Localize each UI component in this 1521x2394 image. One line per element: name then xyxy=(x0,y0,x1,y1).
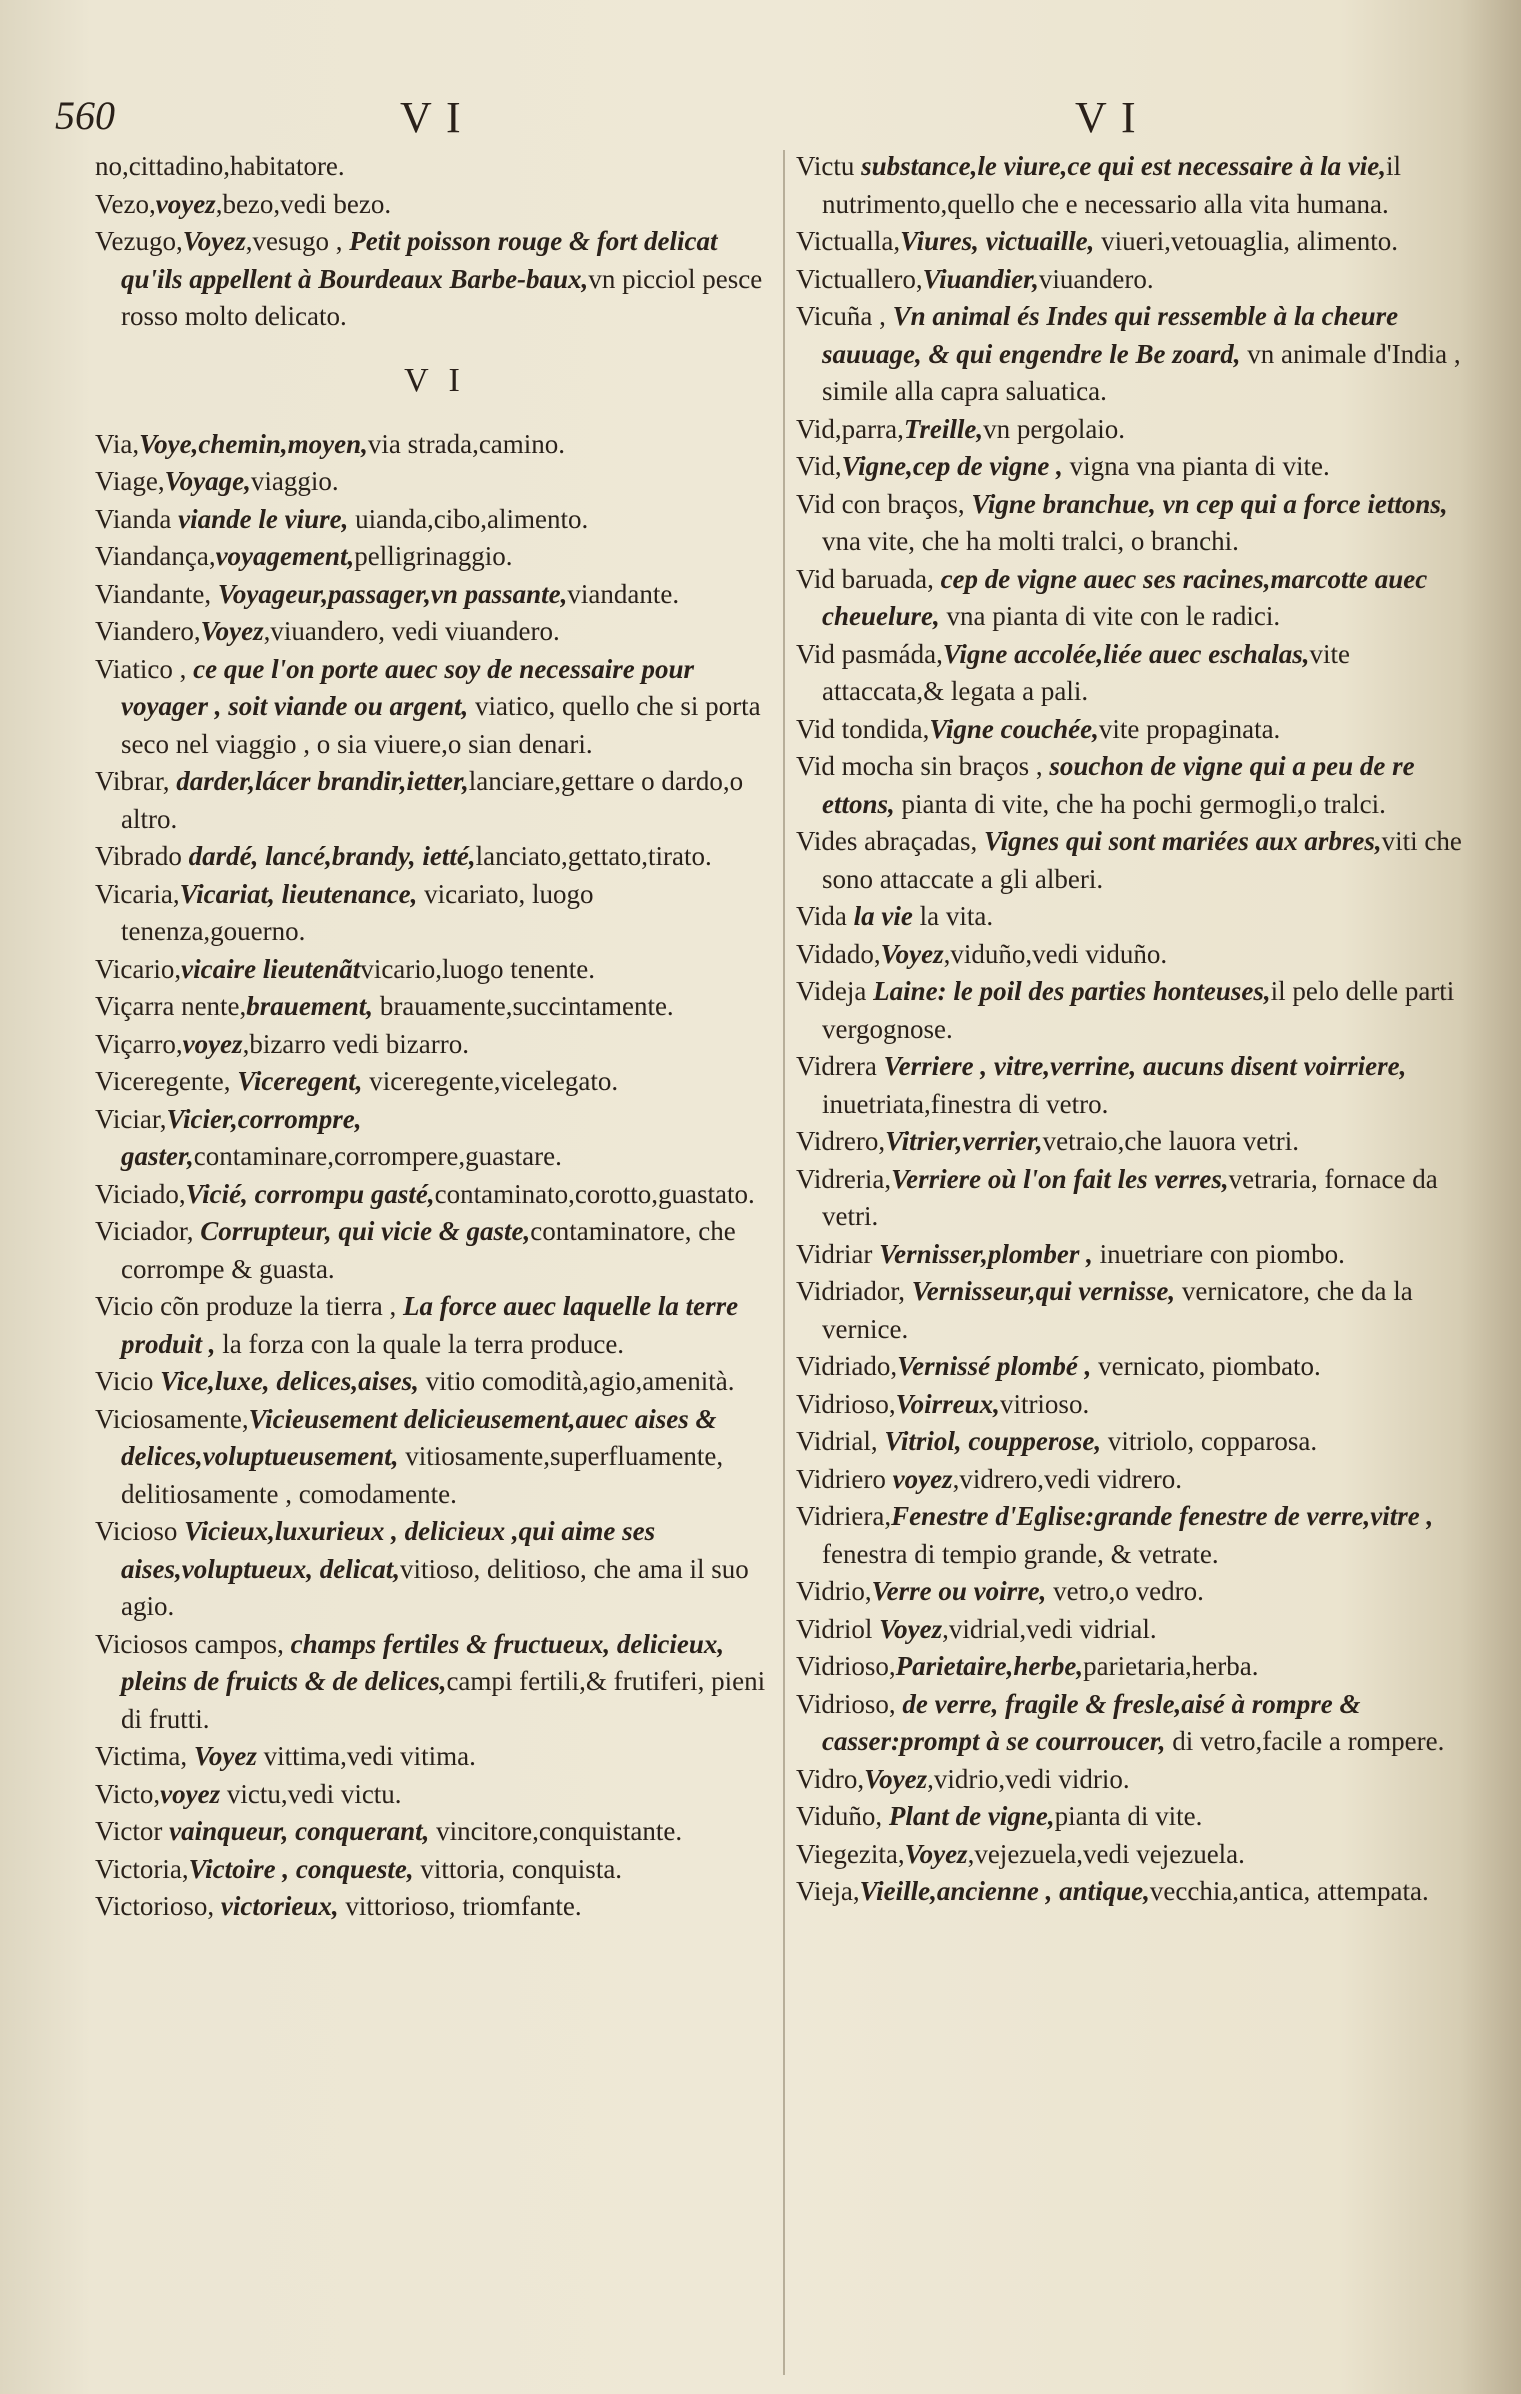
french-gloss: Voyez xyxy=(879,1613,943,1644)
headword: Vicioso xyxy=(95,1516,185,1546)
french-gloss: Petit poisson rouge & fort delicat qu'ils appellent à Bourdeaux Barbe-baux, xyxy=(121,226,718,294)
headword: Vid con braços, xyxy=(796,488,972,519)
dictionary-entry xyxy=(95,501,775,539)
french-gloss: Vicieusement delicieusement,auec aises & delices,voluptueusement, xyxy=(121,1403,717,1471)
french-gloss: brauement, xyxy=(246,991,374,1021)
dictionary-entry xyxy=(796,1798,1466,1836)
french-gloss: vicaire lieutenãt xyxy=(181,953,361,984)
french-gloss: Corrupteur, qui vicie & gaste, xyxy=(200,1216,531,1246)
french-gloss: Viceregent, xyxy=(237,1066,363,1096)
dictionary-entry xyxy=(796,1273,1466,1348)
section-heading: V I xyxy=(404,361,466,399)
headword: Vibrado xyxy=(95,841,189,871)
italian-gloss: contaminato,corotto,guastato. xyxy=(434,1178,755,1209)
italian-gloss: viti che sono attaccate a gli alberi. xyxy=(822,826,1462,894)
headword: Vidrial, xyxy=(796,1426,885,1456)
french-gloss: Vieille,ancienne , antique, xyxy=(859,1876,1150,1906)
headword: Vieja, xyxy=(796,1876,860,1906)
headword: Viatico , xyxy=(95,653,194,684)
italian-gloss: vite attaccata,& legata a pali. xyxy=(822,638,1351,706)
headword: Vianda xyxy=(95,503,179,534)
french-gloss: Voyez xyxy=(200,616,264,646)
italian-gloss: via strada,camino. xyxy=(367,428,566,459)
headword: Vidado, xyxy=(796,938,881,969)
italian-gloss: vna vite, che ha molti tralci, o branchi. xyxy=(822,526,1239,556)
italian-gloss: parietaria,herba. xyxy=(1083,1651,1259,1681)
italian-gloss: vittima,vedi vitima. xyxy=(256,1741,476,1771)
dictionary-entry xyxy=(95,223,775,336)
french-gloss: vainqueur, conquerant, xyxy=(169,1816,430,1846)
italian-gloss: vicario,luogo tenente. xyxy=(360,953,595,984)
dictionary-entry xyxy=(796,411,1466,449)
french-gloss: Parietaire,herbe, xyxy=(895,1651,1084,1681)
headword: Vidrero, xyxy=(796,1126,886,1156)
french-gloss: Vigne branchue, vn cep qui a force iettons, xyxy=(971,488,1448,519)
italian-gloss: vecchia,antica, attempata. xyxy=(1149,1876,1429,1906)
headword: Vezugo, xyxy=(95,226,183,256)
italian-gloss: vn pergolaio. xyxy=(983,413,1126,444)
headword: Vidrioso, xyxy=(796,1688,903,1719)
french-gloss: cep de vigne auec ses racines,marcotte auec cheuelure, xyxy=(822,563,1428,631)
italian-gloss: la forza con la quale la terra produce. xyxy=(215,1328,625,1359)
french-gloss: Voyez xyxy=(193,1741,257,1771)
italian-gloss: ,viuandero, vedi viuandero. xyxy=(263,616,560,646)
dictionary-entry xyxy=(796,1686,1466,1761)
headword: Vibrar, xyxy=(95,766,177,796)
french-gloss: Voirreux, xyxy=(895,1388,1000,1419)
headword: Vezo, xyxy=(95,188,156,219)
french-gloss: Vicieux,luxurieux , delicieux ,qui aime ses aises,voluptueux, delicat, xyxy=(121,1516,656,1584)
headword: Viciador, xyxy=(95,1216,201,1246)
italian-gloss: ,vesugo , xyxy=(245,226,350,256)
left-entries xyxy=(95,426,775,1926)
italian-gloss: vitio comodità,agio,amenità. xyxy=(418,1366,735,1396)
italian-gloss: vetraio,che lauora vetri. xyxy=(1042,1126,1300,1156)
italian-gloss: ,vidrio,vedi vidrio. xyxy=(927,1763,1130,1794)
headword: Vides abraçadas, xyxy=(796,826,985,856)
headword: Victor xyxy=(95,1816,170,1846)
headword: Viandero, xyxy=(95,616,201,646)
italian-gloss: inuetriata,finestra di vetro. xyxy=(822,1088,1109,1119)
dictionary-entry xyxy=(796,1836,1466,1874)
dictionary-entry xyxy=(95,463,775,501)
italian-gloss: ,viduño,vedi viduño. xyxy=(943,938,1168,969)
italian-gloss: vicariato, luogo tenenza,gouerno. xyxy=(121,878,594,946)
french-gloss: substance,le viure,ce qui est necessaire à la vie, xyxy=(861,151,1387,181)
headword: Vidriador, xyxy=(796,1276,912,1306)
french-gloss: Voyage, xyxy=(164,466,251,496)
dictionary-entry xyxy=(796,261,1466,299)
dictionary-entry xyxy=(796,223,1466,261)
dictionary-entry xyxy=(95,1026,775,1064)
italian-gloss: ,vejezuela,vedi vejezuela. xyxy=(967,1838,1245,1869)
italian-gloss: pianta di vite, che ha pochi germogli,o tralci. xyxy=(894,788,1386,819)
dictionary-entry xyxy=(796,1423,1466,1461)
headword: Victoria, xyxy=(95,1853,189,1884)
italian-gloss: vittorioso, triomfante. xyxy=(338,1891,582,1921)
headword: Vid pasmáda, xyxy=(796,638,943,669)
running-head-left: V I xyxy=(400,93,463,142)
dictionary-entry xyxy=(95,576,775,614)
headword: Vid tondida, xyxy=(796,713,930,744)
italian-gloss: vitiosamente,superfluamente, delitiosamente , comodamente. xyxy=(121,1441,724,1509)
french-gloss: voyez xyxy=(160,1778,221,1809)
french-gloss: de verre, fragile & fresle,aisé à rompre & casser:prompt à se courroucer, xyxy=(822,1688,1361,1756)
headword: Viciado, xyxy=(95,1178,186,1209)
french-gloss: Voyez xyxy=(904,1838,968,1869)
dictionary-entry xyxy=(95,1738,775,1776)
french-gloss: Vn animal és Indes qui ressemble à la cheure sauuage, & qui engendre le Be zoard, xyxy=(822,301,1399,369)
dictionary-entry xyxy=(95,1288,775,1363)
dictionary-entry xyxy=(95,838,775,876)
french-gloss: voyagement, xyxy=(215,541,355,571)
right-entries xyxy=(796,148,1466,1911)
italian-gloss: lanciare,gettare o dardo,o altro. xyxy=(121,766,744,834)
headword: Vid, xyxy=(796,451,842,481)
dictionary-entry xyxy=(796,1161,1466,1236)
french-gloss: Vignes qui sont mariées aux arbres, xyxy=(984,826,1382,856)
headword: Vidrio, xyxy=(796,1576,872,1606)
french-gloss: Vitriol, coupperose, xyxy=(884,1426,1102,1456)
french-gloss: Voyageur,passager,vn passante, xyxy=(217,578,568,609)
dictionary-entry xyxy=(796,1761,1466,1799)
italian-gloss: vite propaginata. xyxy=(1098,713,1281,744)
headword: Vicuña , xyxy=(796,301,893,331)
french-gloss: voyez xyxy=(155,188,216,219)
headword: Vidro, xyxy=(796,1763,865,1794)
italian-gloss: il nutrimento,quello che e necessario alla vita humana. xyxy=(822,151,1402,219)
headword: Viciar, xyxy=(95,1103,167,1134)
headword: Vicio xyxy=(95,1366,161,1396)
headword: Viçarra nente, xyxy=(95,991,247,1021)
dictionary-entry xyxy=(95,876,775,951)
french-gloss: Voyez xyxy=(864,1763,928,1794)
dictionary-entry xyxy=(95,1213,775,1288)
italian-gloss: fenestra di tempio grande, & vetrate. xyxy=(822,1538,1219,1569)
italian-gloss: inuetriare con piombo. xyxy=(1092,1238,1345,1269)
headword: Viandança, xyxy=(95,541,216,571)
italian-gloss: viandante. xyxy=(567,578,680,609)
french-gloss: ce que l'on porte auec soy de necessaire pour voyager , soit viande ou argent, xyxy=(121,653,695,721)
italian-gloss: vigna vna pianta di vite. xyxy=(1062,451,1330,481)
italian-gloss: contaminatore, che corrompe & guasta. xyxy=(121,1216,736,1284)
headword: Vidriol xyxy=(796,1613,880,1644)
headword: Viçarro, xyxy=(95,1028,183,1059)
dictionary-entry xyxy=(95,538,775,576)
dictionary-entry xyxy=(796,561,1466,636)
dictionary-entry xyxy=(796,973,1466,1048)
french-gloss: Vicier,corrompre, gaster, xyxy=(121,1103,362,1171)
italian-gloss: vn picciol pesce rosso molto delicato. xyxy=(121,263,763,331)
french-gloss: Viures, victuaille, xyxy=(900,226,1095,256)
dictionary-entry xyxy=(796,1386,1466,1424)
dictionary-entry xyxy=(95,988,775,1026)
headword: Vid mocha sin braços , xyxy=(796,751,1050,781)
dictionary-entry xyxy=(95,613,775,651)
italian-gloss: brauamente,succintamente. xyxy=(373,991,674,1021)
dictionary-entry xyxy=(796,898,1466,936)
headword: Viciosos campos, xyxy=(95,1628,291,1659)
headword: Victuallero, xyxy=(796,263,923,294)
french-gloss: Fenestre d'Eglise:grande fenestre de verre,vitre , xyxy=(891,1501,1434,1531)
french-gloss: Voyez xyxy=(880,938,944,969)
italian-gloss: vitrioso. xyxy=(999,1388,1090,1419)
dictionary-entry xyxy=(95,1776,775,1814)
headword: Vidriado, xyxy=(796,1351,898,1381)
french-gloss: Vice,luxe, delices,aises, xyxy=(160,1366,419,1396)
italian-gloss: vetro,o vedro. xyxy=(1046,1576,1204,1606)
headword: Victo, xyxy=(95,1778,161,1809)
italian-gloss: pianta di vite. xyxy=(1054,1801,1203,1831)
italian-gloss: vn animale d'India , simile alla capra saluatica. xyxy=(822,338,1461,406)
italian-gloss: vna pianta di vite con le radici. xyxy=(939,601,1281,631)
dictionary-entry xyxy=(95,426,775,464)
dictionary-entry xyxy=(95,951,775,989)
dictionary-entry xyxy=(95,1363,775,1401)
dictionary-entry xyxy=(95,1851,775,1889)
headword: Vidriar xyxy=(796,1238,880,1269)
italian-gloss: vitriolo, copparosa. xyxy=(1101,1426,1318,1456)
italian-gloss: ,bizarro vedi bizarro. xyxy=(242,1028,469,1059)
headword: Viduño, xyxy=(796,1801,889,1831)
dictionary-entry xyxy=(796,1498,1466,1573)
dictionary-entry xyxy=(95,763,775,838)
headword: Victu xyxy=(796,151,862,181)
dictionary-entry xyxy=(95,1063,775,1101)
page-number: 560 xyxy=(55,93,115,138)
dictionary-entry xyxy=(95,1513,775,1626)
headword: Vicario, xyxy=(95,953,182,984)
headword: Victima, xyxy=(95,1741,194,1771)
italian-gloss: il pelo delle parti vergognose. xyxy=(822,976,1455,1044)
headword: Vidrioso, xyxy=(796,1651,896,1681)
french-gloss: Vigne,cep de vigne , xyxy=(841,451,1063,481)
left-entries-continued xyxy=(95,148,775,336)
italian-gloss: lanciato,gettato,tirato. xyxy=(475,841,712,871)
dictionary-entry xyxy=(796,1611,1466,1649)
french-gloss: Vernisseur,qui vernisse, xyxy=(911,1276,1176,1306)
italian-gloss: viatico, quello che si porta seco nel viaggio , o sia viuere,o sian denari. xyxy=(121,691,761,759)
headword: Vidriera, xyxy=(796,1501,892,1531)
french-gloss: Voye,chemin,moyen, xyxy=(139,428,368,459)
dictionary-entry xyxy=(796,1461,1466,1499)
french-gloss: Vernissé plombé , xyxy=(897,1351,1092,1381)
french-gloss: Treille, xyxy=(903,413,984,444)
italian-gloss: vetraria, fornace da vetri. xyxy=(822,1163,1438,1231)
dictionary-entry xyxy=(796,1348,1466,1386)
headword: Vid baruada, xyxy=(796,563,941,594)
dictionary-entry xyxy=(95,1176,775,1214)
french-gloss: Victoire , conqueste, xyxy=(188,1853,414,1884)
dictionary-entry xyxy=(95,1101,775,1176)
dictionary-entry xyxy=(796,1048,1466,1123)
dictionary-entry xyxy=(796,748,1466,823)
french-gloss: Viuandier, xyxy=(922,263,1039,294)
column-divider xyxy=(783,150,785,2375)
dictionary-entry xyxy=(95,1813,775,1851)
dictionary-entry xyxy=(796,486,1466,561)
headword: Videja xyxy=(796,976,874,1006)
french-gloss: Vernisser,plomber , xyxy=(879,1238,1093,1269)
french-gloss: dardé, lancé,brandy, ietté, xyxy=(188,841,476,871)
dictionary-entry xyxy=(95,651,775,764)
french-gloss: champs fertiles & fructueux, delicieux, pleins de fruicts & de delices, xyxy=(121,1628,725,1696)
headword: Vicio cõn produze la tierra , xyxy=(95,1291,403,1321)
french-gloss: voyez xyxy=(892,1463,953,1494)
french-gloss: Voyez xyxy=(182,226,246,256)
headword: Vidrioso, xyxy=(796,1388,896,1419)
headword: Viandante, xyxy=(95,578,218,609)
headword: Victorioso, xyxy=(95,1891,221,1921)
french-gloss: souchon de vigne qui a peu de re ettons, xyxy=(822,751,1415,819)
french-gloss: Vigne couchée, xyxy=(929,713,1099,744)
dictionary-entry xyxy=(796,448,1466,486)
dictionary-entry xyxy=(95,186,775,224)
dictionary-entry xyxy=(796,1573,1466,1611)
dictionary-entry xyxy=(796,1236,1466,1274)
italian-gloss: vernicato, piombato. xyxy=(1091,1351,1321,1381)
dictionary-entry xyxy=(95,1626,775,1739)
french-gloss: Verriere où l'on fait les verres, xyxy=(891,1163,1229,1194)
dictionary-entry xyxy=(95,1401,775,1514)
italian-gloss: viaggio. xyxy=(250,466,339,496)
dictionary-entry xyxy=(95,1888,775,1926)
french-gloss: darder,lácer brandir,ietter, xyxy=(176,766,469,796)
dictionary-entry xyxy=(796,1873,1466,1911)
headword: Vidriero xyxy=(796,1463,893,1494)
dictionary-entry xyxy=(796,298,1466,411)
dictionary-entry xyxy=(95,148,775,186)
headword: Vicaria, xyxy=(95,878,180,909)
italian-gloss: campi fertili,& frutiferi, pieni di frutti. xyxy=(121,1666,766,1734)
headword: Victualla, xyxy=(796,226,901,256)
headword: no,cittadino,habitatore. xyxy=(95,151,345,181)
french-gloss: Plant de vigne, xyxy=(888,1801,1055,1831)
italian-gloss: ,bezo,vedi bezo. xyxy=(215,188,392,219)
left-column xyxy=(95,148,775,1926)
french-gloss: voyez xyxy=(182,1028,243,1059)
italian-gloss: uianda,cibo,alimento. xyxy=(348,503,589,534)
dictionary-entry xyxy=(796,711,1466,749)
french-gloss: la vie xyxy=(853,901,913,931)
dictionary-entry xyxy=(796,148,1466,223)
italian-gloss: vincitore,conquistante. xyxy=(429,1816,683,1846)
headword: Vid,parra, xyxy=(796,413,904,444)
italian-gloss: contaminare,corrompere,guastare. xyxy=(193,1141,562,1171)
french-gloss: La force auec laquelle la terre produit , xyxy=(121,1291,739,1359)
french-gloss: Laine: le poil des parties honteuses, xyxy=(873,976,1271,1006)
french-gloss: Verriere , vitre,verrine, aucuns disent voirriere, xyxy=(883,1051,1407,1081)
italian-gloss: vitioso, delitioso, che ama il suo agio. xyxy=(121,1553,749,1621)
french-gloss: Vigne accolée,liée auec eschalas, xyxy=(942,638,1310,669)
italian-gloss: victu,vedi victu. xyxy=(220,1778,402,1809)
dictionary-entry xyxy=(796,823,1466,898)
dictionary-entry xyxy=(796,636,1466,711)
french-gloss: viande le viure, xyxy=(178,503,349,534)
dictionary-entry xyxy=(796,936,1466,974)
italian-gloss: viceregente,vicelegato. xyxy=(362,1066,619,1096)
headword: Via, xyxy=(95,428,140,459)
headword: Viegezita, xyxy=(796,1838,905,1869)
headword: Vidreria, xyxy=(796,1163,892,1194)
headword: Viceregente, xyxy=(95,1066,238,1096)
right-column xyxy=(796,148,1466,1911)
italian-gloss: vernicatore, che da la vernice. xyxy=(822,1276,1413,1344)
italian-gloss: la vita. xyxy=(912,901,994,931)
headword: Viciosamente, xyxy=(95,1403,249,1434)
dictionary-entry xyxy=(796,1123,1466,1161)
french-gloss: victorieux, xyxy=(220,1891,339,1921)
italian-gloss: ,vidrero,vedi vidrero. xyxy=(952,1463,1182,1494)
headword: Vidrera xyxy=(796,1051,884,1081)
italian-gloss: vittoria, conquista. xyxy=(413,1853,623,1884)
italian-gloss: ,vidrial,vedi vidrial. xyxy=(942,1613,1157,1644)
running-head-right: V I xyxy=(1075,93,1138,142)
headword: Viage, xyxy=(95,466,165,496)
french-gloss: Vicariat, lieutenance, xyxy=(179,878,418,909)
french-gloss: Verre ou voirre, xyxy=(871,1576,1047,1606)
dictionary-entry xyxy=(796,1648,1466,1686)
italian-gloss: di vetro,facile a rompere. xyxy=(1165,1726,1445,1756)
french-gloss: Vicié, corrompu gasté, xyxy=(185,1178,435,1209)
italian-gloss: viueri,vetouaglia, alimento. xyxy=(1094,226,1399,256)
french-gloss: Vitrier,verrier, xyxy=(885,1126,1043,1156)
italian-gloss: viuandero. xyxy=(1038,263,1154,294)
headword: Vida xyxy=(796,901,854,931)
italian-gloss: pelligrinaggio. xyxy=(354,541,513,571)
